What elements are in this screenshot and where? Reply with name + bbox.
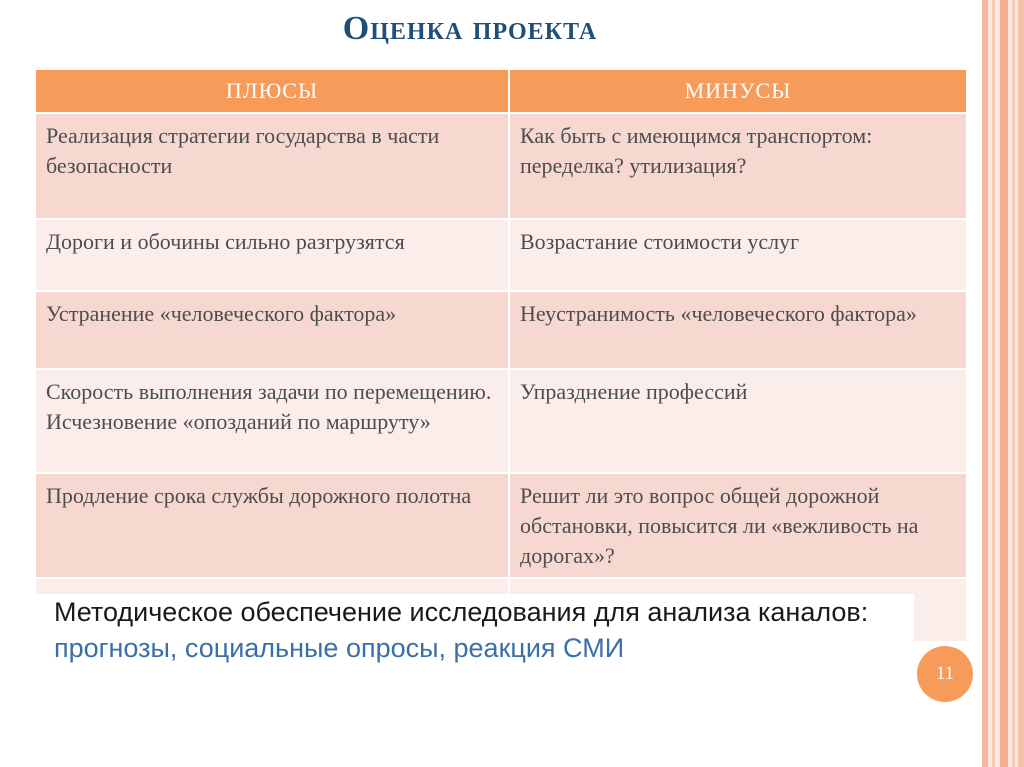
cons-cell: Возрастание стоимости услуг xyxy=(509,219,967,291)
footnote-accent: прогнозы, социальные опросы, реакция СМИ xyxy=(54,633,625,663)
footnote-text xyxy=(34,594,914,666)
pros-cell: Реализация стратегии государства в части безопасности xyxy=(35,113,509,219)
border-stripe xyxy=(1018,0,1024,767)
header-cons: МИНУСЫ xyxy=(509,69,967,113)
table-row xyxy=(35,113,967,219)
pros-cell: Дороги и обочины сильно разгрузятся xyxy=(35,219,509,291)
table-row xyxy=(35,473,967,578)
cons-cell: Как быть с имеющимся транспортом: переделка? утилизация? xyxy=(509,113,967,219)
decorative-border xyxy=(982,0,1024,767)
table-row xyxy=(35,291,967,369)
page-number-badge: 11 xyxy=(917,646,973,702)
table-row xyxy=(35,369,967,473)
table-row xyxy=(35,219,967,291)
footnote-box xyxy=(34,594,914,684)
pros-cons-table xyxy=(34,68,968,643)
pros-cell: Скорость выполнения задачи по перемещению. Исчезновение «опозданий по маршруту» xyxy=(35,369,509,473)
border-stripe xyxy=(992,0,995,767)
header-pros: ПЛЮСЫ xyxy=(35,69,509,113)
slide-title: Оценка проекта xyxy=(342,10,598,47)
cons-cell: Неустранимость «человеческого фактора» xyxy=(509,291,967,369)
cons-cell: Упразднение профессий xyxy=(509,369,967,473)
border-stripe xyxy=(1012,0,1015,767)
pros-cell: Продление срока службы дорожного полотна xyxy=(35,473,509,578)
footnote-main: Методическое обеспечение исследования для анализа каналов: xyxy=(54,597,869,627)
border-stripe xyxy=(1000,0,1008,767)
pros-cell: Устранение «человеческого фактора» xyxy=(35,291,509,369)
border-stripe xyxy=(982,0,988,767)
table-header-row xyxy=(35,69,967,113)
cons-cell: Решит ли это вопрос общей дорожной обстановки, повысится ли «вежливость на дорогах»? xyxy=(509,473,967,578)
